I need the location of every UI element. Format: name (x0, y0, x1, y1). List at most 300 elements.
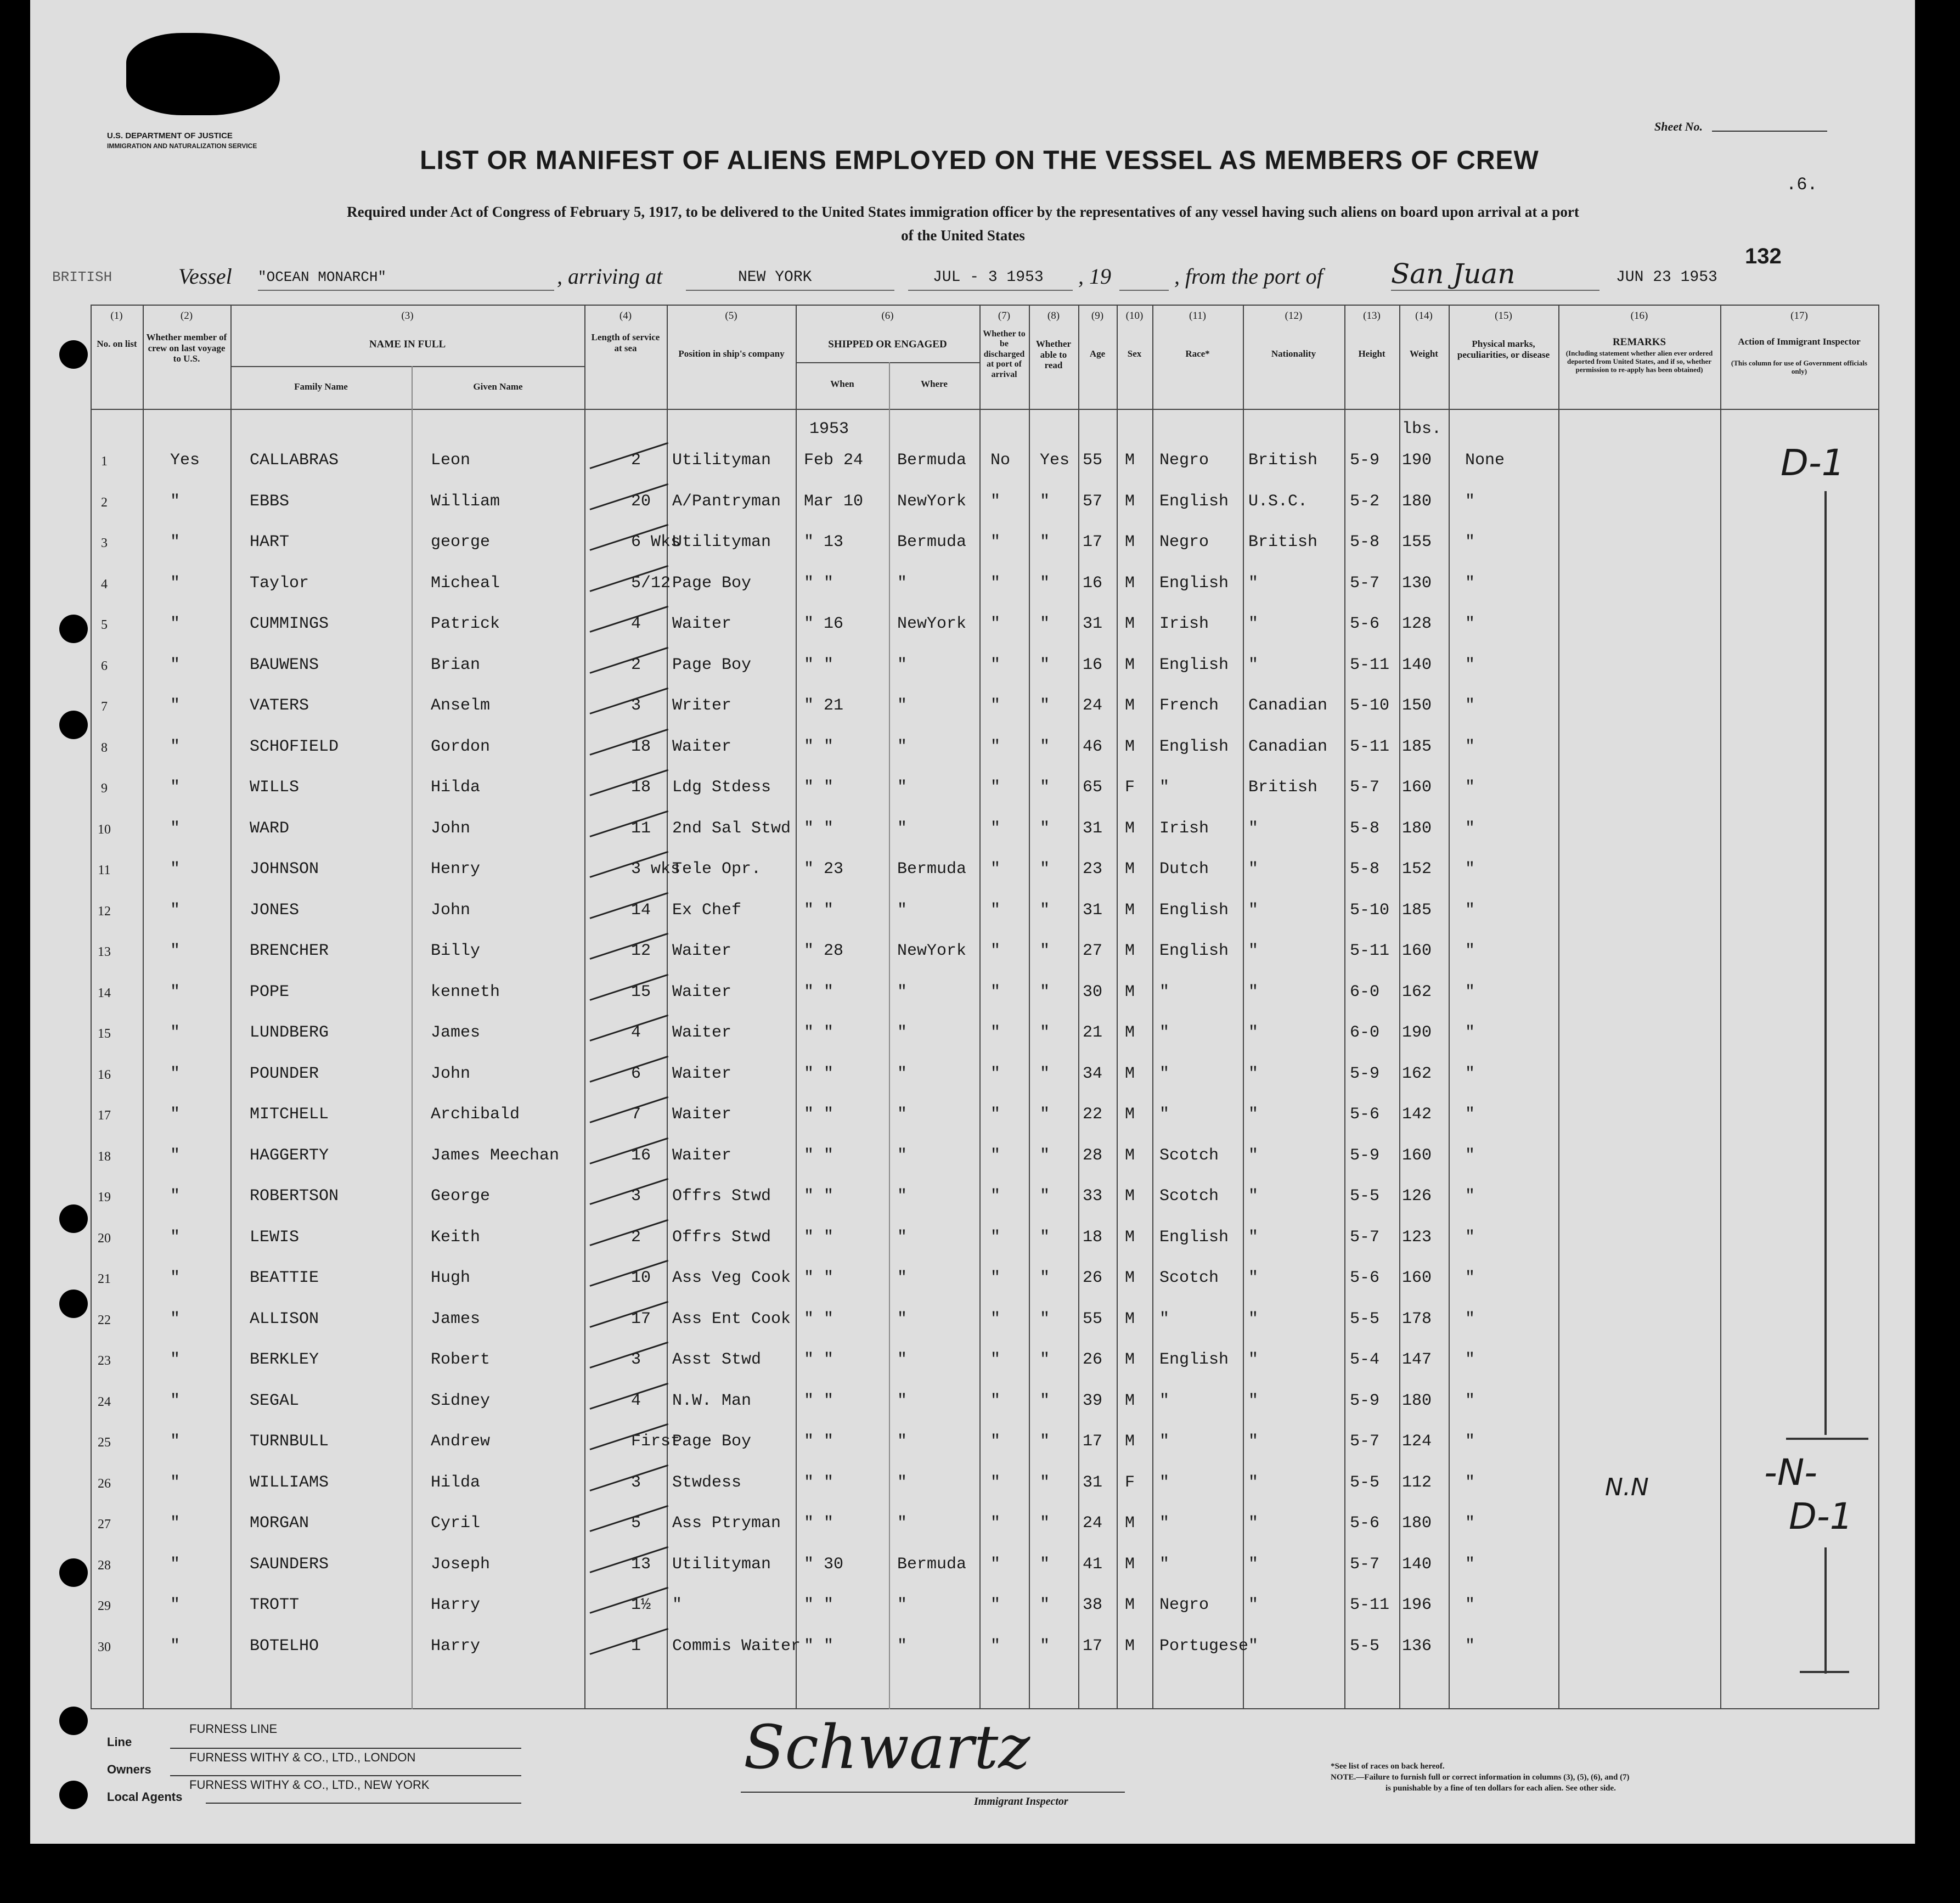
cell-where: " (897, 1146, 908, 1165)
punch-hole (59, 711, 88, 739)
colhdr-weight: Weight (1410, 348, 1438, 359)
cell-sex: M (1125, 860, 1135, 879)
cell-read: " (1040, 1187, 1050, 1206)
cell-given: Leon (431, 451, 471, 470)
cell-family: LEWIS (250, 1228, 300, 1247)
cell-read: " (1040, 1269, 1050, 1287)
colnum-13: (13) (1363, 310, 1381, 322)
cell-where: " (897, 573, 908, 593)
service-strike-mark (590, 769, 669, 796)
cell-age: 24 (1083, 1514, 1103, 1533)
cell-service: 3 (631, 696, 641, 715)
cell-read: " (1040, 1064, 1050, 1083)
cell-race: Scotch (1159, 1146, 1219, 1165)
cell-read: " (1040, 1228, 1050, 1247)
cell-when: " 23 (804, 860, 844, 879)
cell-race: " (1159, 1555, 1170, 1574)
colnum-15: (15) (1495, 310, 1512, 322)
cell-position: Waiter (672, 1105, 732, 1124)
table-row (91, 439, 1879, 480)
cell-prev: " (170, 982, 181, 1001)
cell-age: 38 (1083, 1596, 1103, 1614)
service-strike-mark (590, 1505, 669, 1532)
cell-marks: " (1465, 819, 1475, 838)
cell-given: Robert (431, 1350, 491, 1369)
cell-position: Writer (672, 696, 732, 715)
cell-read: " (1040, 615, 1050, 633)
cell-when: " " (804, 819, 834, 838)
cell-nat: British (1248, 533, 1318, 551)
cell-sex: M (1125, 1391, 1135, 1410)
cell-family: ALLISON (250, 1309, 319, 1328)
cell-disch: " (990, 1023, 1001, 1042)
cell-when: " " (804, 737, 834, 756)
cell-marks: " (1465, 1514, 1475, 1533)
colhdr-height: Height (1358, 348, 1385, 359)
cell-height: 5-6 (1350, 615, 1380, 633)
arrival-date: JUL - 3 1953 (933, 269, 1044, 286)
cell-weight: 180 (1402, 819, 1432, 838)
table-row (91, 1257, 1879, 1297)
cell-family: BRENCHER (250, 942, 329, 960)
cell-no: 1 (101, 454, 108, 469)
cell-position: Ass Veg Cook (672, 1269, 791, 1287)
punch-hole (59, 1781, 88, 1809)
cell-service: 2 (631, 451, 641, 470)
cell-given: Micheal (431, 573, 500, 593)
cell-family: WARD (250, 819, 290, 838)
cell-weight: 140 (1402, 1555, 1432, 1574)
cell-nat: " (1248, 615, 1259, 633)
cell-service: 1 (631, 1636, 641, 1656)
punch-hole (59, 615, 88, 643)
cell-family: JOHNSON (250, 860, 319, 879)
cell-given: Joseph (431, 1555, 491, 1574)
cell-sex: M (1125, 1269, 1135, 1287)
colnum-7: (7) (998, 310, 1011, 322)
cell-height: 5-10 (1350, 900, 1390, 920)
cell-sex: M (1125, 1309, 1135, 1328)
cell-height: 5-8 (1350, 819, 1380, 838)
cell-family: Taylor (250, 573, 309, 593)
cell-nat: " (1248, 860, 1259, 879)
colnum-5: (5) (725, 310, 737, 322)
cell-service: 4 (631, 1391, 641, 1410)
cell-disch: " (990, 1391, 1001, 1410)
cell-nat: Canadian (1248, 737, 1328, 756)
cell-sex: M (1125, 1432, 1135, 1451)
cell-given: kenneth (431, 982, 500, 1001)
cell-nat: U.S.C. (1248, 492, 1308, 511)
cell-where: " (897, 1636, 908, 1656)
cell-marks: " (1465, 573, 1475, 593)
cell-no: 21 (98, 1272, 111, 1286)
cell-nat: " (1248, 1473, 1259, 1492)
cell-marks: " (1465, 655, 1475, 674)
cell-age: 57 (1083, 492, 1103, 511)
cell-read: " (1040, 1514, 1050, 1533)
cell-given: Brian (431, 655, 481, 674)
cell-read: " (1040, 1350, 1050, 1369)
cell-given: Billy (431, 942, 481, 960)
cell-disch: " (990, 1309, 1001, 1328)
cell-disch: " (990, 492, 1001, 511)
cell-family: VATERS (250, 696, 309, 715)
cell-prev: " (170, 942, 181, 960)
cell-nat: " (1248, 655, 1259, 674)
cell-prev: " (170, 492, 181, 511)
table-row (91, 848, 1879, 888)
cell-where: " (897, 1269, 908, 1287)
cell-weight: 126 (1402, 1187, 1432, 1206)
table-row (91, 1625, 1879, 1665)
cell-marks: " (1465, 982, 1475, 1001)
cell-marks: " (1465, 1269, 1475, 1287)
colhdr-action-note: (This column for use of Government officials only) (1731, 359, 1868, 375)
cell-no: 4 (101, 577, 108, 592)
cell-race: Negro (1159, 533, 1209, 551)
cell-height: 5-11 (1350, 1596, 1390, 1614)
colnum-12: (12) (1285, 310, 1303, 322)
cell-read: " (1040, 1432, 1050, 1451)
cell-marks: " (1465, 1432, 1475, 1451)
cell-family: BEATTIE (250, 1269, 319, 1287)
cell-prev: " (170, 1432, 181, 1451)
cell-height: 5-7 (1350, 778, 1380, 797)
stamp-number: 132 (1745, 244, 1782, 268)
cell-read: " (1040, 778, 1050, 797)
colhdr-where: Where (921, 379, 948, 389)
cell-prev: " (170, 573, 181, 593)
cell-read: " (1040, 655, 1050, 674)
cell-no: 23 (98, 1354, 111, 1368)
table-row (91, 1502, 1879, 1542)
cell-disch: " (990, 696, 1001, 715)
cell-family: WILLIAMS (250, 1473, 329, 1492)
cell-where: " (897, 655, 908, 674)
cell-nat: British (1248, 778, 1318, 797)
service-strike-mark (590, 606, 669, 633)
cell-when: Mar 10 (804, 492, 864, 511)
table-row (91, 644, 1879, 684)
colhdr-nationality: Nationality (1271, 348, 1316, 359)
cell-no: 8 (101, 740, 108, 755)
colhdr-family: Family Name (294, 381, 348, 392)
cell-marks: " (1465, 737, 1475, 756)
cell-when: " 30 (804, 1555, 844, 1574)
penalty-note-2: is punishable by a fine of ten dollars for each alien. See other side. (1385, 1784, 1616, 1793)
cell-service: 20 (631, 492, 651, 511)
table-row (91, 521, 1879, 561)
vessel-name: "OCEAN MONARCH" (258, 269, 387, 285)
cell-when: " " (804, 1064, 834, 1083)
cell-marks: " (1465, 533, 1475, 551)
sheet-no-label: Sheet No. (1654, 120, 1703, 133)
cell-when: " 28 (804, 942, 844, 960)
cell-nat: " (1248, 1187, 1259, 1206)
act-line-2: of the United States (901, 227, 1025, 244)
colhdr-read: Whether able to read (1035, 339, 1072, 371)
cell-given: William (431, 492, 500, 511)
cell-where: NewYork (897, 492, 967, 511)
cell-no: 6 (101, 658, 108, 673)
agents-underline (206, 1803, 521, 1804)
cell-service: 3 wks (631, 860, 681, 879)
service-strike-mark (590, 933, 669, 960)
cell-nat: " (1248, 573, 1259, 593)
punch-hole (59, 340, 88, 369)
cell-weight: 140 (1402, 655, 1432, 674)
owners-underline (170, 1775, 521, 1776)
cell-family: HART (250, 533, 290, 551)
table-row (91, 1420, 1879, 1461)
cell-race: English (1159, 655, 1229, 674)
cell-read: Yes (1040, 451, 1070, 470)
table-row (91, 1175, 1879, 1215)
service-strike-mark (590, 483, 669, 510)
cell-when: " " (804, 1350, 834, 1369)
cell-marks: " (1465, 1228, 1475, 1247)
punch-hole (59, 1558, 88, 1587)
cell-where: " (897, 1309, 908, 1328)
cell-age: 55 (1083, 1309, 1103, 1328)
cell-position: Waiter (672, 737, 732, 756)
action-bracket-line-lower (1824, 1547, 1827, 1674)
cell-service: 7 (631, 1105, 641, 1124)
cell-family: POPE (250, 982, 290, 1001)
colhdr-name: NAME IN FULL (369, 339, 446, 350)
from-underline (1391, 290, 1599, 291)
cell-race: Scotch (1159, 1187, 1219, 1206)
cell-sex: M (1125, 451, 1135, 470)
cell-disch: " (990, 1187, 1001, 1206)
punch-hole (59, 1290, 88, 1318)
cell-given: Harry (431, 1636, 481, 1656)
cell-position: Offrs Stwd (672, 1187, 771, 1206)
cell-no: 14 (98, 986, 111, 1000)
year-underline (1119, 290, 1169, 291)
cell-read: " (1040, 1105, 1050, 1124)
table-row (91, 889, 1879, 930)
cell-where: " (897, 1473, 908, 1492)
cell-age: 16 (1083, 655, 1103, 674)
date-underline (908, 290, 1073, 291)
cell-family: JONES (250, 900, 300, 920)
cell-position: Offrs Stwd (672, 1228, 771, 1247)
cell-race: Negro (1159, 1596, 1209, 1614)
cell-where: " (897, 1228, 908, 1247)
from-port-label: , from the port of (1174, 264, 1323, 289)
port-underline (686, 290, 894, 291)
cell-prev: " (170, 1473, 181, 1492)
service-strike-mark (590, 1546, 669, 1573)
cell-marks: " (1465, 1064, 1475, 1083)
cell-weight: 136 (1402, 1636, 1432, 1656)
service-strike-mark (590, 1219, 669, 1246)
cell-read: " (1040, 942, 1050, 960)
arriving-label: , arriving at (557, 264, 663, 289)
colnum-16: (16) (1630, 310, 1648, 322)
cell-weight: 152 (1402, 860, 1432, 879)
cell-age: 23 (1083, 860, 1103, 879)
cell-height: 6-0 (1350, 982, 1380, 1001)
service-strike-mark (590, 1628, 669, 1654)
cell-prev: " (170, 1269, 181, 1287)
cell-height: 5-6 (1350, 1514, 1380, 1533)
cell-age: 17 (1083, 1432, 1103, 1451)
cell-marks: " (1465, 1105, 1475, 1124)
colnum-4: (4) (619, 310, 632, 322)
table-row (91, 1011, 1879, 1052)
cell-race: " (1159, 1064, 1170, 1083)
cell-disch: " (990, 860, 1001, 879)
cell-disch: " (990, 1146, 1001, 1165)
table-row (91, 1584, 1879, 1624)
cell-disch: " (990, 573, 1001, 593)
cell-disch: " (990, 1350, 1001, 1369)
cell-no: 25 (98, 1435, 111, 1450)
cell-marks: None (1465, 451, 1505, 470)
cell-prev: " (170, 1636, 181, 1656)
cell-where: " (897, 1596, 908, 1614)
cell-race: " (1159, 1391, 1170, 1410)
cell-service: 4 (631, 1023, 641, 1042)
service-strike-mark (590, 1137, 669, 1164)
cell-nat: " (1248, 1636, 1259, 1656)
colhdr-age: Age (1089, 348, 1106, 359)
cell-read: " (1040, 1023, 1050, 1042)
cell-when: " " (804, 1309, 834, 1328)
cell-given: James (431, 1309, 481, 1328)
cell-weight: 178 (1402, 1309, 1432, 1328)
cell-sex: M (1125, 1187, 1135, 1206)
cell-weight: 185 (1402, 900, 1432, 920)
cell-prev: " (170, 615, 181, 633)
inspector-label: Immigrant Inspector (974, 1795, 1068, 1808)
cell-service: 14 (631, 900, 651, 920)
cell-sex: M (1125, 1146, 1135, 1165)
cell-given: John (431, 819, 471, 838)
cell-marks: " (1465, 1350, 1475, 1369)
service-strike-mark (590, 1096, 669, 1123)
cell-disch: " (990, 942, 1001, 960)
cell-service: 1½ (631, 1596, 651, 1614)
cell-disch: " (990, 737, 1001, 756)
colnum-14: (14) (1415, 310, 1433, 322)
cell-age: 26 (1083, 1350, 1103, 1369)
cell-where: Bermuda (897, 451, 967, 470)
cell-when: " " (804, 1391, 834, 1410)
cell-service: 6 Wks (631, 533, 681, 551)
year-annotation: 1953 (809, 420, 849, 438)
cell-race: " (1159, 1105, 1170, 1124)
cell-read: " (1040, 1146, 1050, 1165)
cell-read: " (1040, 533, 1050, 551)
cell-service: First (631, 1432, 681, 1451)
cell-position: Waiter (672, 982, 732, 1001)
cell-weight: 155 (1402, 533, 1432, 551)
cell-service: 13 (631, 1555, 651, 1574)
cell-no: 3 (101, 536, 108, 550)
cell-position: Ass Ptryman (672, 1514, 781, 1533)
cell-when: " " (804, 1636, 834, 1656)
cell-service: 17 (631, 1309, 651, 1328)
cell-disch: " (990, 982, 1001, 1001)
cell-height: 5-11 (1350, 655, 1390, 674)
cell-family: HAGGERTY (250, 1146, 329, 1165)
cell-position: Page Boy (672, 655, 752, 674)
cell-when: " 13 (804, 533, 844, 551)
cell-prev: " (170, 696, 181, 715)
action-mark-bottom: D-1 (1789, 1495, 1853, 1538)
cell-nat: " (1248, 1023, 1259, 1042)
cell-where: " (897, 982, 908, 1001)
cell-where: " (897, 819, 908, 838)
cell-marks: " (1465, 1636, 1475, 1656)
act-statement (167, 200, 1759, 247)
cell-disch: " (990, 1269, 1001, 1287)
cell-height: 5-8 (1350, 533, 1380, 551)
cell-disch: " (990, 1228, 1001, 1247)
agents-label: Local Agents (107, 1790, 183, 1804)
cell-given: Hilda (431, 778, 481, 797)
cell-position: A/Pantryman (672, 492, 781, 511)
cell-marks: " (1465, 1596, 1475, 1614)
cell-race: English (1159, 900, 1229, 920)
cell-no: 16 (98, 1067, 111, 1082)
cell-sex: M (1125, 737, 1135, 756)
cell-prev: " (170, 1023, 181, 1042)
cell-no: 20 (98, 1231, 111, 1246)
cell-position: Waiter (672, 615, 732, 633)
table-row (91, 603, 1879, 643)
cell-when: " 21 (804, 696, 844, 715)
cell-prev: " (170, 655, 181, 674)
cell-given: George (431, 1187, 491, 1206)
cell-age: 31 (1083, 819, 1103, 838)
cell-disch: " (990, 778, 1001, 797)
cell-marks: " (1465, 1146, 1475, 1165)
cell-race: English (1159, 492, 1229, 511)
cell-marks: " (1465, 1309, 1475, 1328)
cell-position: Page Boy (672, 1432, 752, 1451)
cell-sex: M (1125, 655, 1135, 674)
cell-age: 39 (1083, 1391, 1103, 1410)
cell-where: " (897, 1105, 908, 1124)
cell-weight: 124 (1402, 1432, 1432, 1451)
cell-service: 2 (631, 1228, 641, 1247)
cell-when: " " (804, 982, 834, 1001)
cell-sex: M (1125, 1105, 1135, 1124)
cell-disch: " (990, 533, 1001, 551)
cell-when: " " (804, 1432, 834, 1451)
cell-disch: " (990, 1432, 1001, 1451)
cell-weight: 123 (1402, 1228, 1432, 1247)
cell-no: 10 (98, 822, 111, 837)
service-strike-mark (590, 1587, 669, 1614)
cell-no: 5 (101, 618, 108, 632)
cell-given: Hugh (431, 1269, 471, 1287)
cell-family: POUNDER (250, 1064, 319, 1083)
cell-prev: " (170, 819, 181, 838)
owners-value: FURNESS WITHY & CO., LTD., LONDON (189, 1750, 416, 1764)
service-strike-mark (590, 892, 669, 919)
cell-position: Stwdess (672, 1473, 742, 1492)
table-row (91, 1052, 1879, 1093)
cell-age: 16 (1083, 573, 1103, 593)
cell-prev: " (170, 1105, 181, 1124)
cell-nat: " (1248, 1514, 1259, 1533)
